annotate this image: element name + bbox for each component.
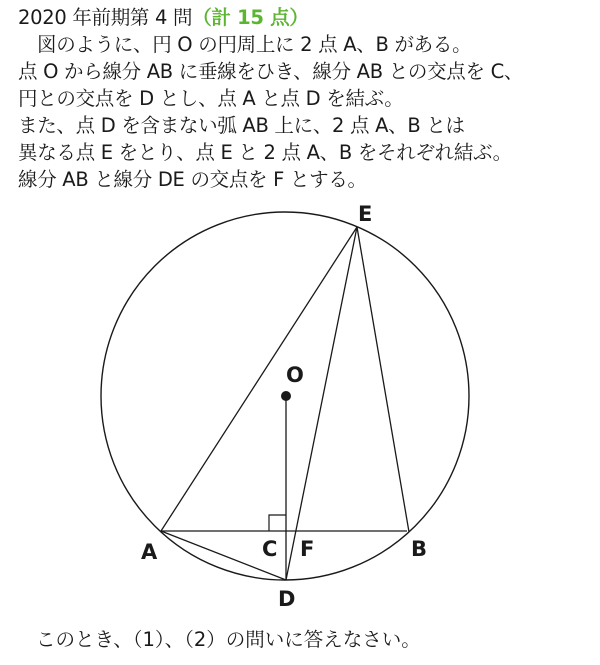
center-point-o bbox=[281, 391, 291, 401]
label-c: C bbox=[262, 537, 278, 561]
problem-line-6: 線分 AB と線分 DE の交点を F とする。 bbox=[18, 168, 367, 191]
question-prompt: このとき、（1）、（2）の問いに答えなさい。 bbox=[36, 628, 421, 651]
label-a: A bbox=[141, 540, 158, 564]
label-o: O bbox=[286, 363, 304, 387]
segment-ae bbox=[161, 227, 357, 531]
problem-line-1: 図のように、円 O の円周上に 2 点 A、B がある。 bbox=[37, 33, 472, 56]
label-e: E bbox=[358, 202, 373, 226]
right-angle-mark bbox=[269, 515, 286, 531]
label-d: D bbox=[278, 587, 296, 611]
label-f: F bbox=[300, 537, 315, 561]
points-badge: （計 15 点） bbox=[192, 6, 309, 29]
problem-line-3: 円との交点を D とし、点 A と点 D を結ぶ。 bbox=[18, 87, 404, 110]
problem-line-4: また、点 D を含まない弧 AB 上に、2 点 A、B とは bbox=[18, 114, 465, 137]
label-b: B bbox=[411, 537, 428, 561]
problem-line-5: 異なる点 E をとり、点 E と 2 点 A、B をそれぞれ結ぶ。 bbox=[18, 141, 512, 164]
segment-be bbox=[357, 227, 409, 532]
problem-title: 2020 年前期第 4 問 bbox=[18, 6, 193, 29]
segment-de bbox=[286, 227, 357, 580]
problem-line-2: 点 O から線分 AB に垂線をひき、線分 AB との交点を C、 bbox=[18, 60, 524, 83]
